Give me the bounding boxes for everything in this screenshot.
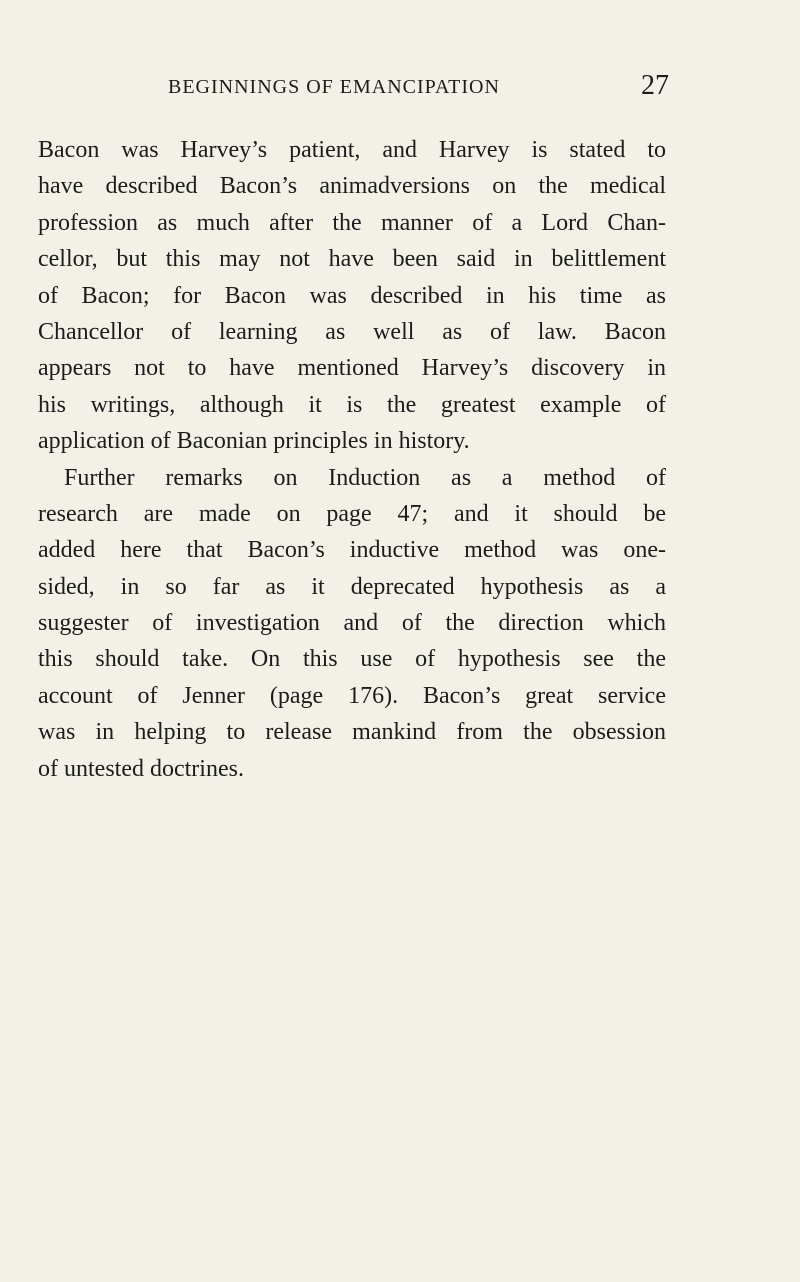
text-line: sided, in so far as it deprecated hypothesis as a (38, 573, 666, 600)
text-line: research are made on page 47; and it should be (38, 500, 666, 527)
text-line: Chancellor of learning as well as of law. Bacon (38, 318, 666, 345)
text-line: of Bacon; for Bacon was described in his time as (38, 282, 666, 309)
text-line: suggester of investigation and of the direction which (38, 610, 666, 637)
running-title: BEGINNINGS OF EMANCIPATION (168, 76, 500, 98)
text-line: profession as much after the manner of a Lord Chan- (38, 209, 666, 236)
text-line: this should take. On this use of hypothesis see the (38, 646, 666, 673)
body-text (38, 132, 666, 787)
text-line: Bacon was Harvey’s patient, and Harvey is stated to (38, 137, 666, 163)
text-line: was in helping to release mankind from the obsession (38, 719, 666, 746)
text-line: account of Jenner (page 176). Bacon’s great service (38, 682, 666, 709)
text-line: appears not to have mentioned Harvey’s discovery in (38, 355, 666, 382)
text-line: his writings, although it is the greatest example of (38, 391, 666, 418)
text-line: have described Bacon’s animadversions on the medical (38, 173, 666, 200)
text-line: cellor, but this may not have been said in belittlement (38, 246, 666, 273)
text-line: Further remarks on Induction as a method of (64, 464, 666, 491)
text-line: application of Baconian principles in history. (38, 428, 470, 455)
page-number: 27 (641, 70, 669, 101)
text-line: added here that Bacon’s inductive method was one- (38, 537, 666, 564)
running-head (0, 70, 800, 110)
text-line: of untested doctrines. (38, 755, 244, 782)
